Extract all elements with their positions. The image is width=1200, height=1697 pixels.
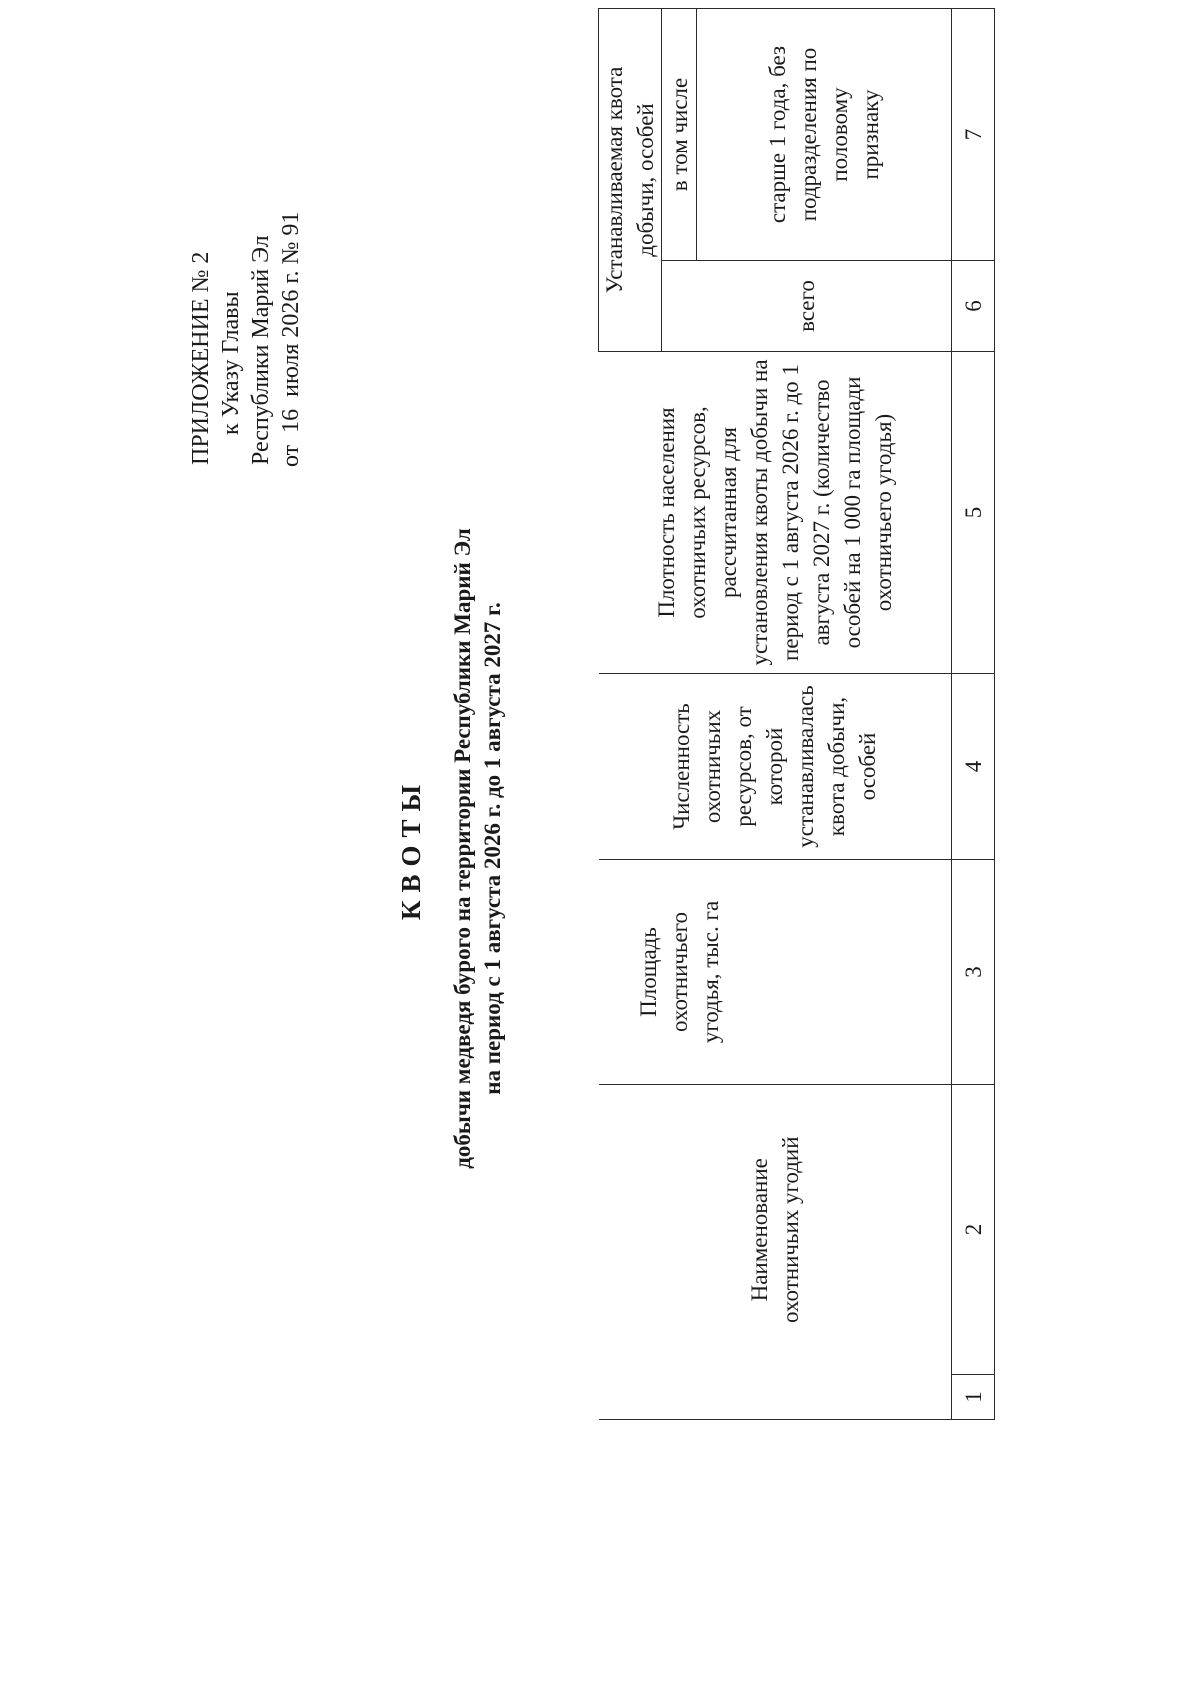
column-number: 7 bbox=[952, 9, 995, 261]
quota-table bbox=[598, 8, 995, 1420]
header-col4 bbox=[599, 674, 952, 860]
header-col3 bbox=[599, 860, 952, 1085]
appendix-date-prefix: от bbox=[278, 444, 304, 467]
column-number: 6 bbox=[952, 261, 995, 352]
header-col2-text: Наименование охотничьих угодий bbox=[746, 1136, 803, 1324]
subtitle-line-2: на период с 1 августа 2026 г. до 1 августа 2027 г. bbox=[480, 602, 505, 1095]
appendix-republic: Республики Марий Эл bbox=[248, 235, 274, 465]
document-subtitle bbox=[448, 0, 508, 1697]
header-col5 bbox=[599, 352, 952, 674]
header-col1 bbox=[599, 1375, 952, 1420]
column-number: 4 bbox=[952, 674, 995, 860]
appendix-date-line bbox=[276, 127, 306, 467]
header-in-that-number-text: в том числе bbox=[666, 77, 692, 192]
header-col5-text: Плотность населения охотничьих ресурсов, рассчитанная для установления квоты добычи на период с 1 августа 2026 г. до 1 августа 2027 г. (количество особей на 1 000 га площади охотничьего угодья) bbox=[653, 359, 896, 666]
column-number: 5 bbox=[952, 352, 995, 674]
header-in-that-number bbox=[662, 9, 697, 261]
header-col6 bbox=[662, 261, 952, 352]
appendix-title: ПРИЛОЖЕНИЕ № 2 bbox=[188, 251, 214, 465]
column-number: 2 bbox=[952, 1085, 995, 1375]
column-number: 3 bbox=[952, 860, 995, 1085]
appendix-decree-ref: к Указу Главы bbox=[218, 291, 244, 435]
header-col7-text: старше 1 года, без подразделения по половому признаку bbox=[765, 45, 883, 224]
header-col6-text: всего bbox=[794, 280, 819, 332]
appendix-date-rest: июля 2026 г. № 91 bbox=[278, 211, 304, 397]
header-col7 bbox=[697, 9, 952, 261]
appendix-date-day: 16 bbox=[278, 408, 304, 433]
header-quota-group bbox=[599, 9, 662, 352]
column-number: 1 bbox=[952, 1375, 995, 1420]
document-title: КВОТЫ bbox=[396, 776, 426, 921]
subtitle-line-1: добычи медведя бурого на территории Республики Марий Эл bbox=[450, 528, 475, 1169]
header-col3-text: Площадь охотничьего угодья, тыс. га bbox=[635, 900, 723, 1044]
header-col2 bbox=[599, 1085, 952, 1375]
column-number-row bbox=[952, 9, 995, 1420]
appendix-stamp bbox=[186, 127, 306, 467]
header-quota-group-text: Устанавливаемая квота добычи, особей bbox=[602, 66, 658, 294]
header-col4-text: Численность охотничьих ресурсов, от которой устанавливалась квота добычи, особей bbox=[669, 685, 881, 848]
